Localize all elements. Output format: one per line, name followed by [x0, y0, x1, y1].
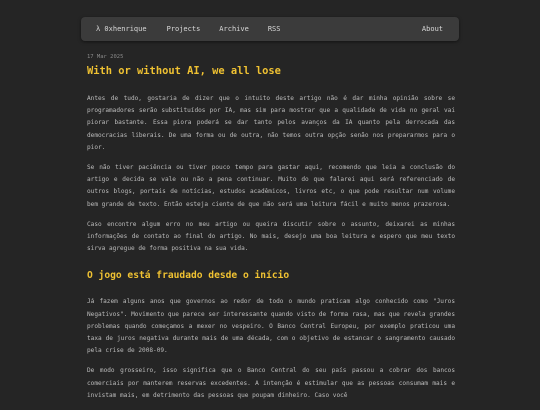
top-navigation	[81, 17, 459, 41]
site-logo-link[interactable]: λ 0xhenrique	[96, 25, 147, 33]
nav-link-rss[interactable]: RSS	[267, 25, 281, 33]
article-paragraph: Já fazem alguns anos que governos ao redor de todo o mundo praticam algo conhecido como "Juros Negativos". Movimento que parece ser interessante quando visto de forma rasa, mas que revela grandes problemas quando começamos a mexer no vespeiro. O Banco Central Europeu, por exemplo praticou uma taxa de juros negativa durante mais de uma década, com o objetivo de estancar o sangramento causado pela crise de 2008-09.	[87, 298, 455, 355]
post-title: With or without AI, we all lose	[87, 65, 281, 77]
nav-link-archive[interactable]: Archive	[219, 25, 249, 33]
post-date: 17 Mar 2025	[87, 54, 124, 60]
article-paragraph: Caso encontre algum erro no meu artigo ou queira discutir sobre o assunto, deixarei as minhas informações de contato ao final do artigo. No mais, desejo uma boa leitura e espero que meu texto sirva agregue de forma positiva na sua vida.	[87, 220, 455, 253]
nav-link-about[interactable]: About	[421, 25, 443, 33]
article	[87, 54, 455, 410]
article-paragraph: Se não tiver paciência ou tiver pouco tempo para gastar aqui, recomendo que leia a conclusão do artigo e decida se vale ou não a pena continuar. Muito do que falarei aqui será referenciado de outros blogs, portais de notícias, estudos acadêmicos, livros etc, o que pode resultar num volume bem grande de texto. Então esteja ciente de que não será uma leitura fácil e muito menos prazerosa.	[87, 164, 455, 208]
section-heading: O jogo está fraudado desde o início	[87, 270, 290, 282]
nav-link-projects[interactable]: Projects	[166, 25, 201, 33]
article-paragraph: De modo grosseiro, isso significa que o Banco Central do seu país passou a cobrar dos bancos comerciais por manterem reservas excedentes. A intenção é estimular que as pessoas consumam mais e invistam mais, em detrimento das pessoas que poupam dinheiro. Caso você	[87, 367, 455, 399]
article-paragraph: Antes de tudo, gostaria de dizer que o intuito deste artigo não é dar minha opinião sobre se programadores serão substituídos por IA, mas sim para mostrar que a qualidade de vida no geral vai piorar bastante. Essa piora poderá se dar tanto pelos avanços da IA quanto pela derrocada das democracias liberais. De uma forma ou de outra, não temos outra opção senão nos prepararmos para o pior.	[87, 95, 455, 151]
